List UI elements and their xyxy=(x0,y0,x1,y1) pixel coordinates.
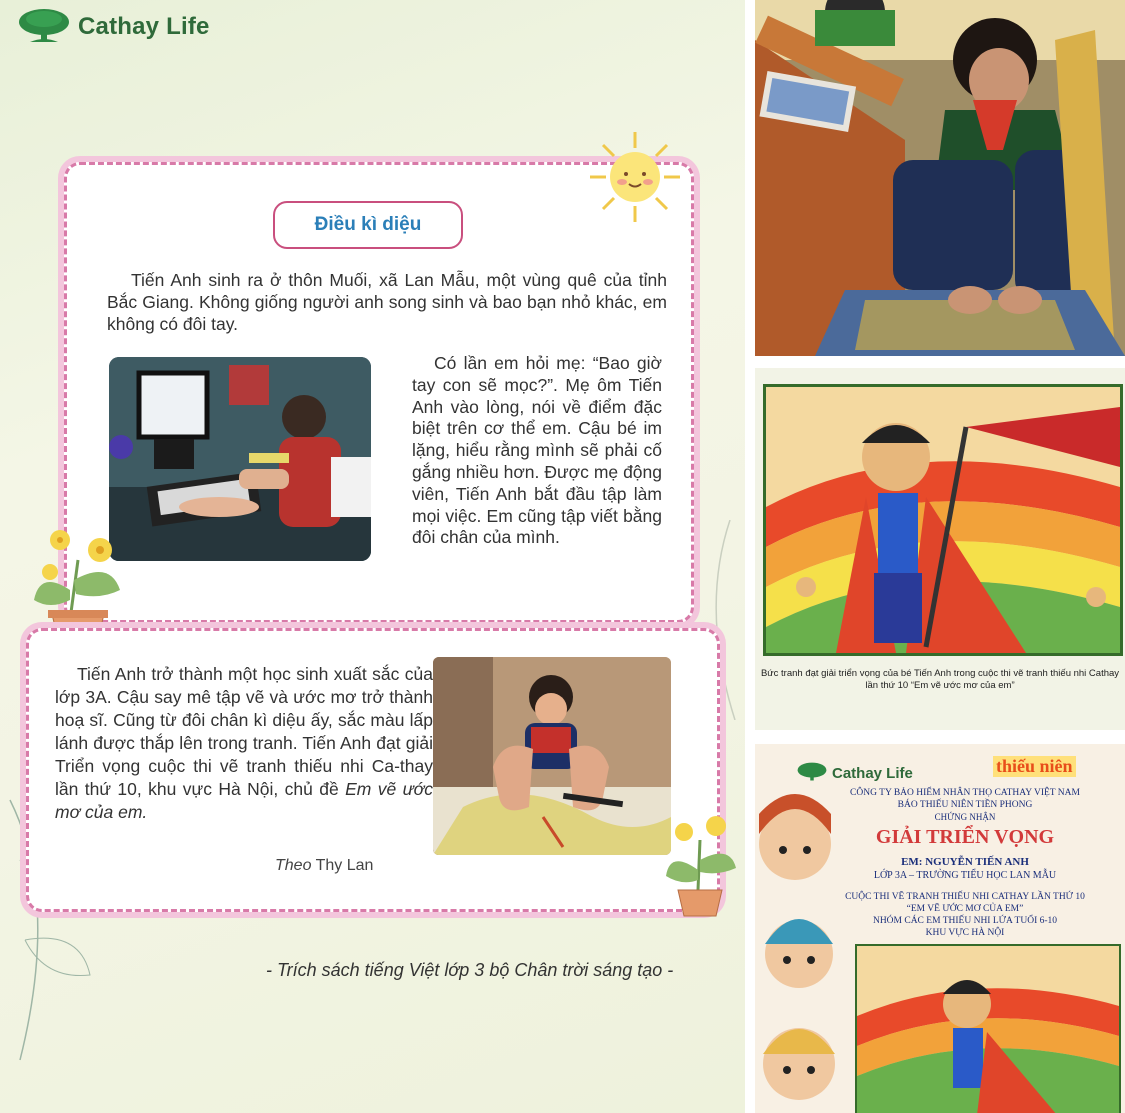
certificate-heading: CHỨNG NHẬN xyxy=(934,812,996,822)
painting-caption: Bức tranh đạt giải triển vọng của bé Tiến Anh trong cuộc thi vẽ tranh thiếu nhi Cathay lần thứ 10 “Em vẽ ước mơ của em” xyxy=(760,668,1120,691)
paragraph-3-main-text: Tiến Anh trở thành một học sinh xuất sắc của lớp 3A. Cậu say mê tập vẽ và ước mơ trở thành hoạ sĩ. Cũng từ đôi chân kì diệu ấy, sắc màu lấp lánh được thắp lên trong tranh. Tiến Anh đạt giải Triển vọng cuộc thi vẽ tranh thiếu nhi Ca-thay lần thứ 10, khu vực Hà Nội, chủ đề xyxy=(55,664,433,799)
byline xyxy=(275,857,373,875)
certificate-painting xyxy=(855,944,1121,1113)
certificate-contest: CUỘC THI VẼ TRANH THIẾU NHI CATHAY LẦN THỨ 10 xyxy=(845,892,1085,902)
certificate-theme: “EM VẼ ƯỚC MƠ CỦA EM” xyxy=(906,904,1024,914)
excerpt-source: - Trích sách tiếng Việt lớp 3 bộ Chân trời sáng tạo - xyxy=(266,960,674,980)
cathay-logo xyxy=(18,8,210,46)
sun-decoration xyxy=(586,128,684,226)
photo-column xyxy=(745,0,1125,1113)
certificate-region: KHU VỰC HÀ NỘI xyxy=(925,928,1005,938)
tree-logo-icon xyxy=(18,8,70,46)
certificate-brand: Cathay Life xyxy=(832,764,913,782)
photo-boy-typing-with-feet xyxy=(109,357,371,561)
story-card-top xyxy=(64,162,694,623)
magazine-logo: thiếu niên xyxy=(993,756,1076,777)
certificate-recipient: EM: NGUYỄN TIẾN ANH xyxy=(901,856,1029,868)
award-painting xyxy=(763,384,1123,656)
story-paragraph-1: Tiến Anh sinh ra ở thôn Muối, xã Lan Mẫu, một vùng quê của tỉnh Bắc Giang. Không giống người anh song sinh và bao bạn nhỏ khác, em không có đôi tay. xyxy=(107,270,667,334)
certificate-group: NHÓM CÁC EM THIẾU NHI LỨA TUỔI 6-10 xyxy=(872,916,1058,926)
certificate-school: LỚP 3A – TRƯỜNG TIỂU HỌC LAN MẪU xyxy=(873,870,1057,881)
byline-author: Thy Lan xyxy=(315,857,374,874)
flower-pot-decoration-right xyxy=(660,810,740,920)
award-certificate xyxy=(755,744,1125,1113)
brand-name: Cathay Life xyxy=(78,13,210,40)
byline-prefix: Theo xyxy=(275,857,312,874)
story-title: Điều kì diệu xyxy=(273,201,463,249)
story-card-bottom xyxy=(26,628,720,912)
photo-boy-painting-with-feet xyxy=(433,657,671,855)
story-paragraph-3 xyxy=(55,663,433,824)
certificate-award: GIẢI TRIỂN VỌNG xyxy=(875,826,1055,848)
certificate-org-2: BÁO THIẾU NIÊN TIỀN PHONG xyxy=(897,800,1033,810)
certificate-org-1: CÔNG TY BẢO HIỂM NHÂN THỌ CATHAY VIỆT NAM xyxy=(850,788,1080,798)
contest-theme-text: Em vẽ ước mơ của em. xyxy=(55,779,433,822)
photo-boy-drawing-classroom xyxy=(755,0,1125,356)
tree-logo-icon xyxy=(797,762,827,784)
award-painting-panel xyxy=(755,368,1125,730)
certificate-logo xyxy=(797,762,913,784)
story-paragraph-2: Có lần em hỏi mẹ: “Bao giờ tay con sẽ mọc?”. Mẹ ôm Tiến Anh vào lòng, nói về điểm đặc biệt trên cơ thể em. Cậu bé im lặng, hiểu rằng mình sẽ phải cố gắng nhiều hơn. Được mẹ động viên, Tiến Anh bắt đầu tập làm mọi việc. Em cũng tập viết bằng đôi chân của mình. xyxy=(412,353,662,548)
